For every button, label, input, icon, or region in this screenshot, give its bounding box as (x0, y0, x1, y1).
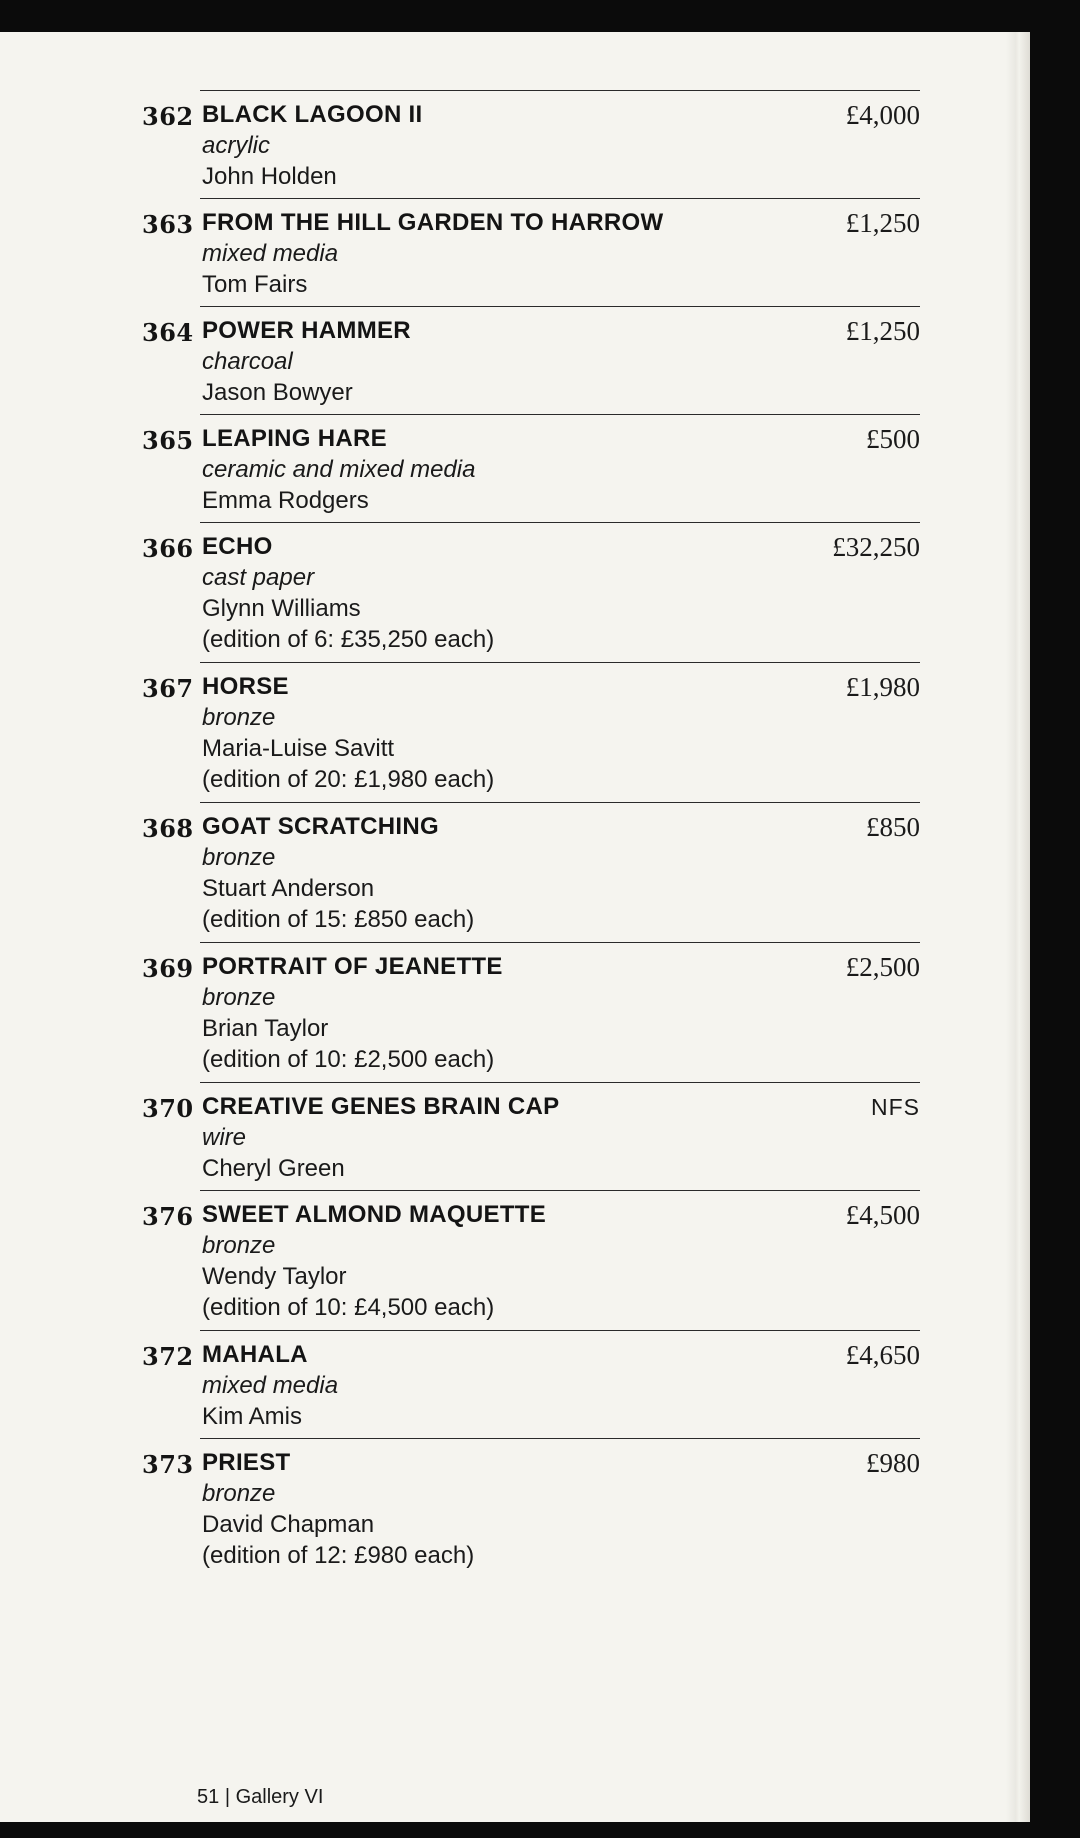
entry-title: SWEET ALMOND MAQUETTE (202, 1201, 547, 1228)
entry-artist: Brian Taylor (202, 1015, 329, 1042)
entry-artist: Emma Rodgers (202, 487, 369, 514)
entry-price: £1,250 (845, 208, 920, 238)
entry-medium: bronze (202, 704, 276, 731)
entry-artist: Stuart Anderson (202, 875, 375, 902)
entry-price: £4,000 (845, 100, 920, 130)
entry-divider (200, 1438, 920, 1439)
entry-divider (200, 1330, 920, 1331)
entry-divider (200, 306, 920, 307)
footer-separator: | (224, 1786, 236, 1808)
entry-edition: (edition of 10: £4,500 each) (202, 1294, 495, 1321)
entry-edition: (edition of 20: £1,980 each) (202, 766, 495, 793)
page-footer (197, 1786, 323, 1809)
entry-title: BLACK LAGOON II (202, 101, 423, 128)
entry-artist: Jason Bowyer (202, 379, 353, 406)
entry-price: £500 (866, 424, 920, 454)
entry-artist: Tom Fairs (202, 271, 308, 298)
entry-divider (200, 522, 920, 523)
entry-edition: (edition of 6: £35,250 each) (202, 626, 495, 653)
entry-number: 364 (142, 318, 194, 347)
entry-title: PRIEST (202, 1449, 291, 1476)
entry-medium: ceramic and mixed media (202, 456, 476, 483)
entry-divider (200, 90, 920, 91)
entry-divider (200, 942, 920, 943)
entry-price: £1,980 (845, 672, 920, 702)
entry-price: £4,500 (845, 1200, 920, 1230)
catalogue-page (0, 32, 1030, 1822)
entry-artist: Glynn Williams (202, 595, 361, 622)
entry-number: 368 (142, 814, 194, 843)
entry-title: PORTRAIT OF JEANETTE (202, 953, 503, 980)
entry-medium: charcoal (202, 348, 293, 375)
entry-title: GOAT SCRATCHING (202, 813, 439, 840)
entry-number: 369 (142, 954, 194, 983)
entry-title: MAHALA (202, 1341, 308, 1368)
entry-medium: bronze (202, 984, 276, 1011)
entry-divider (200, 662, 920, 663)
entry-medium: acrylic (202, 132, 271, 159)
entry-divider (200, 1082, 920, 1083)
entry-number: 373 (142, 1450, 194, 1479)
entry-medium: wire (202, 1124, 247, 1151)
entry-price: £2,500 (845, 952, 920, 982)
entry-medium: bronze (202, 1232, 276, 1259)
entry-price: NFS (871, 1094, 920, 1120)
entry-title: POWER HAMMER (202, 317, 411, 344)
entry-divider (200, 198, 920, 199)
entry-edition: (edition of 10: £2,500 each) (202, 1046, 495, 1073)
entry-number: 370 (142, 1094, 194, 1123)
entry-price: £980 (866, 1448, 920, 1478)
entry-title: FROM THE HILL GARDEN TO HARROW (202, 209, 664, 236)
entry-medium: cast paper (202, 564, 315, 591)
entry-title: ECHO (202, 533, 273, 560)
entry-price: £1,250 (845, 316, 920, 346)
entry-price: £32,250 (832, 532, 920, 562)
entry-divider (200, 802, 920, 803)
entry-number: 376 (142, 1202, 194, 1231)
entry-number: 367 (142, 674, 194, 703)
entry-number: 366 (142, 534, 194, 563)
entry-medium: mixed media (202, 240, 339, 267)
section-name: Gallery VI (235, 1786, 324, 1808)
entry-divider (200, 414, 920, 415)
entry-artist: Kim Amis (202, 1403, 303, 1430)
entry-edition: (edition of 12: £980 each) (202, 1542, 475, 1569)
entry-medium: mixed media (202, 1372, 339, 1399)
entry-number: 362 (142, 102, 194, 131)
page-edge (1006, 32, 1030, 1822)
entry-divider (200, 1190, 920, 1191)
entry-artist: Wendy Taylor (202, 1263, 347, 1290)
entry-medium: bronze (202, 844, 276, 871)
entry-title: CREATIVE GENES BRAIN CAP (202, 1093, 560, 1120)
page-number: 51 (197, 1786, 220, 1808)
entry-number: 372 (142, 1342, 194, 1371)
entry-price: £4,650 (845, 1340, 920, 1370)
entry-artist: John Holden (202, 163, 337, 190)
entry-artist: David Chapman (202, 1511, 375, 1538)
entry-artist: Maria-Luise Savitt (202, 735, 395, 762)
entry-title: LEAPING HARE (202, 425, 387, 452)
entry-price: £850 (866, 812, 920, 842)
entry-title: HORSE (202, 673, 289, 700)
entry-number: 365 (142, 426, 194, 455)
entry-artist: Cheryl Green (202, 1155, 345, 1182)
entry-edition: (edition of 15: £850 each) (202, 906, 475, 933)
entry-medium: bronze (202, 1480, 276, 1507)
entry-number: 363 (142, 210, 194, 239)
